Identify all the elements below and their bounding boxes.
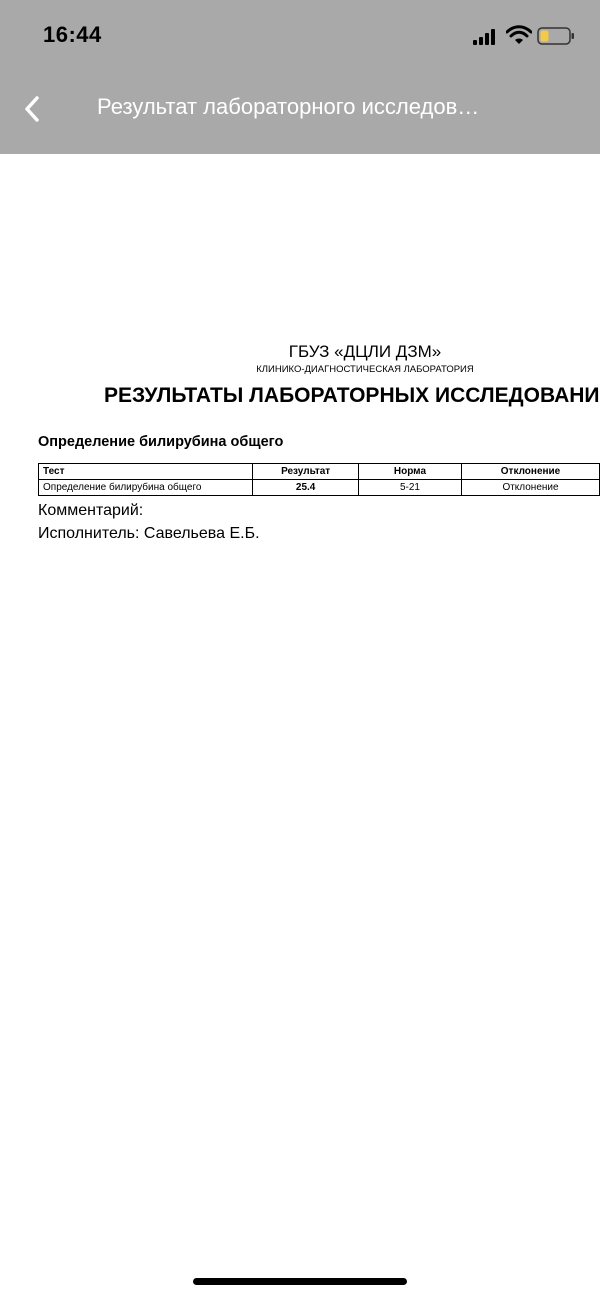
test-heading: Определение билирубина общего [38,434,284,450]
battery-icon [537,26,575,46]
org-name: ГБУЗ «ДЦЛИ ДЗМ» [288,342,442,361]
header-norm: Норма [358,464,461,480]
org-subtitle: КЛИНИКО-ДИАГНОСТИЧЕСКАЯ ЛАБОРАТОРИЯ [256,364,474,375]
header-deviation: Отклонение [462,464,600,480]
cell-result: 25.4 [253,480,358,496]
table-row [39,480,600,496]
nav-title: Результат лабораторного исследов… [97,94,480,119]
table-header-row [39,464,600,480]
results-table [38,463,600,496]
header-test: Тест [39,464,253,480]
status-time: 16:44 [43,22,102,47]
cell-norm: 5-21 [358,480,461,496]
chevron-left-icon [23,95,41,123]
comment-label: Комментарий: [38,502,144,519]
home-indicator[interactable] [193,1278,407,1285]
header-result: Результат [253,464,358,480]
header [0,0,600,154]
cell-deviation: Отклонение [462,480,600,496]
executor-label: Исполнитель: Савельева Е.Б. [38,525,260,542]
wifi-icon [506,25,532,45]
signal-icon [473,29,499,45]
document-viewer[interactable] [0,154,600,1297]
report-title: РЕЗУЛЬТАТЫ ЛАБОРАТОРНЫХ ИССЛЕДОВАНИ [104,384,600,407]
cell-test: Определение билирубина общего [39,480,253,496]
back-button[interactable] [14,89,50,129]
